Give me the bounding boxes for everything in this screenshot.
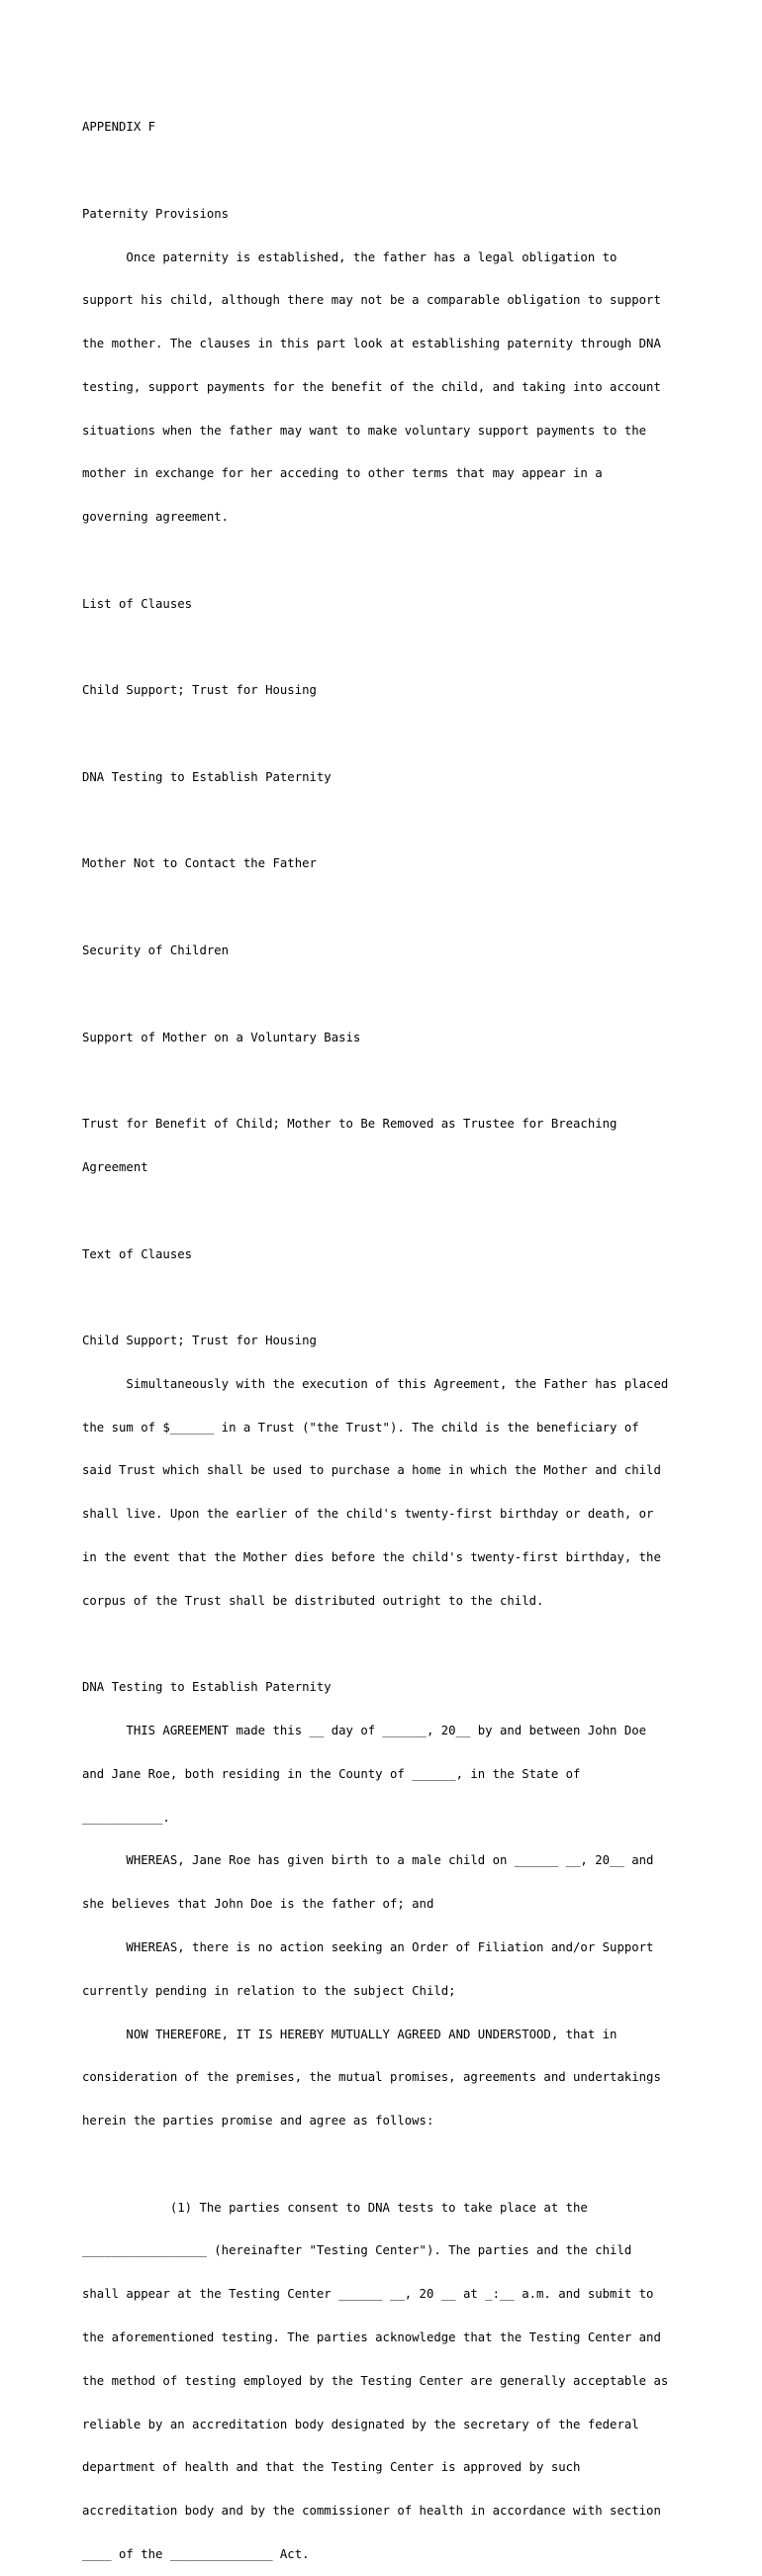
- blank-line: [82, 727, 696, 742]
- paragraph-line: and Jane Roe, both residing in the County of ______, in the State of: [82, 1766, 581, 1781]
- paragraph-line: currently pending in relation to the subject Child;: [82, 1983, 456, 1998]
- blank-line: [82, 163, 696, 178]
- clause-list-item: Child Support; Trust for Housing: [82, 683, 317, 698]
- paragraph-line: herein the parties promise and agree as follows:: [82, 2114, 434, 2129]
- section-heading-list-of-clauses: List of Clauses: [82, 596, 193, 611]
- clause-list-item-continued: Agreement: [82, 1159, 148, 1174]
- paragraph-line: corpus of the Trust shall be distributed outright to the child.: [82, 1593, 544, 1608]
- blank-line: [82, 1073, 696, 1088]
- paragraph-line: ____ of the ______________ Act.: [82, 2546, 310, 2561]
- clause-list-item: Trust for Benefit of Child; Mother to Be Removed as Trustee for Breaching: [82, 1117, 618, 1132]
- blank-line: [82, 1290, 696, 1305]
- blank-line: [82, 987, 696, 1002]
- clause-heading-child-support: Child Support; Trust for Housing: [82, 1334, 317, 1348]
- paragraph-line: said Trust which shall be used to purchase a home in which the Mother and child: [82, 1463, 661, 1478]
- paragraph-line: in the event that the Mother dies before the child's twenty-first birthday, the: [82, 1549, 661, 1564]
- section-heading-paternity-provisions: Paternity Provisions: [82, 206, 230, 221]
- clause-list-item: DNA Testing to Establish Paternity: [82, 769, 332, 784]
- paragraph-line: Once paternity is established, the father has a legal obligation to: [82, 249, 618, 264]
- appendix-heading: APPENDIX F: [82, 120, 156, 135]
- paragraph-line: reliable by an accreditation body designated by the secretary of the federal: [82, 2417, 639, 2431]
- paragraph-line: department of health and that the Testing Center is approved by such: [82, 2460, 581, 2475]
- paragraph-line: THIS AGREEMENT made this __ day of ______, 20__ by and between John Doe: [82, 1724, 647, 1738]
- blank-line: [82, 1204, 696, 1219]
- paragraph-line: mother in exchange for her acceding to other terms that may appear in a: [82, 466, 603, 481]
- paragraph-line: shall appear at the Testing Center ______ __, 20 __ at _:__ a.m. and submit to: [82, 2287, 654, 2302]
- blank-line: [82, 900, 696, 915]
- clause-list-item: Mother Not to Contact the Father: [82, 856, 317, 871]
- paragraph-line: the method of testing employed by the Testing Center are generally acceptable as: [82, 2373, 669, 2388]
- paragraph-line: _________________ (hereinafter "Testing Center"). The parties and the child: [82, 2243, 632, 2258]
- clause-heading-dna-testing: DNA Testing to Establish Paternity: [82, 1680, 332, 1695]
- paragraph-line: (1) The parties consent to DNA tests to take place at the: [82, 2200, 588, 2215]
- paragraph-line: governing agreement.: [82, 510, 230, 525]
- paragraph-line: support his child, although there may not be a comparable obligation to support: [82, 293, 661, 308]
- section-heading-text-of-clauses: Text of Clauses: [82, 1246, 193, 1261]
- paragraph-line: accreditation body and by the commissioner of health in accordance with section: [82, 2504, 661, 2519]
- paragraph-line: NOW THEREFORE, IT IS HEREBY MUTUALLY AGREED AND UNDERSTOOD, that in: [82, 2027, 618, 2041]
- paragraph-line: testing, support payments for the benefit of the child, and taking into account: [82, 379, 661, 394]
- blank-line: [82, 1637, 696, 1652]
- blank-line: [82, 814, 696, 829]
- blank-line: [82, 553, 696, 568]
- paragraph-line: consideration of the premises, the mutual promises, agreements and undertakings: [82, 2070, 661, 2085]
- paragraph-line: ___________.: [82, 1810, 170, 1825]
- paragraph-line: WHEREAS, there is no action seeking an Order of Filiation and/or Support: [82, 1940, 654, 1954]
- blank-line: [82, 2157, 696, 2172]
- paragraph-line: WHEREAS, Jane Roe has given birth to a male child on ______ __, 20__ and: [82, 1853, 654, 1868]
- paragraph-line: she believes that John Doe is the father of; and: [82, 1897, 434, 1912]
- paragraph-line: the mother. The clauses in this part look at establishing paternity through DNA: [82, 337, 661, 351]
- clause-list-item: Support of Mother on a Voluntary Basis: [82, 1030, 361, 1044]
- paragraph-line: Simultaneously with the execution of this Agreement, the Father has placed: [82, 1376, 669, 1391]
- document-page: [82, 91, 696, 2576]
- clause-list-item: Security of Children: [82, 943, 230, 958]
- paragraph-line: shall live. Upon the earlier of the child's twenty-first birthday or death, or: [82, 1507, 654, 1522]
- paragraph-line: the aforementioned testing. The parties acknowledge that the Testing Center and: [82, 2330, 661, 2345]
- paragraph-line: the sum of $______ in a Trust ("the Trust"). The child is the beneficiary of: [82, 1420, 639, 1435]
- paragraph-line: situations when the father may want to make voluntary support payments to the: [82, 423, 647, 438]
- blank-line: [82, 641, 696, 655]
